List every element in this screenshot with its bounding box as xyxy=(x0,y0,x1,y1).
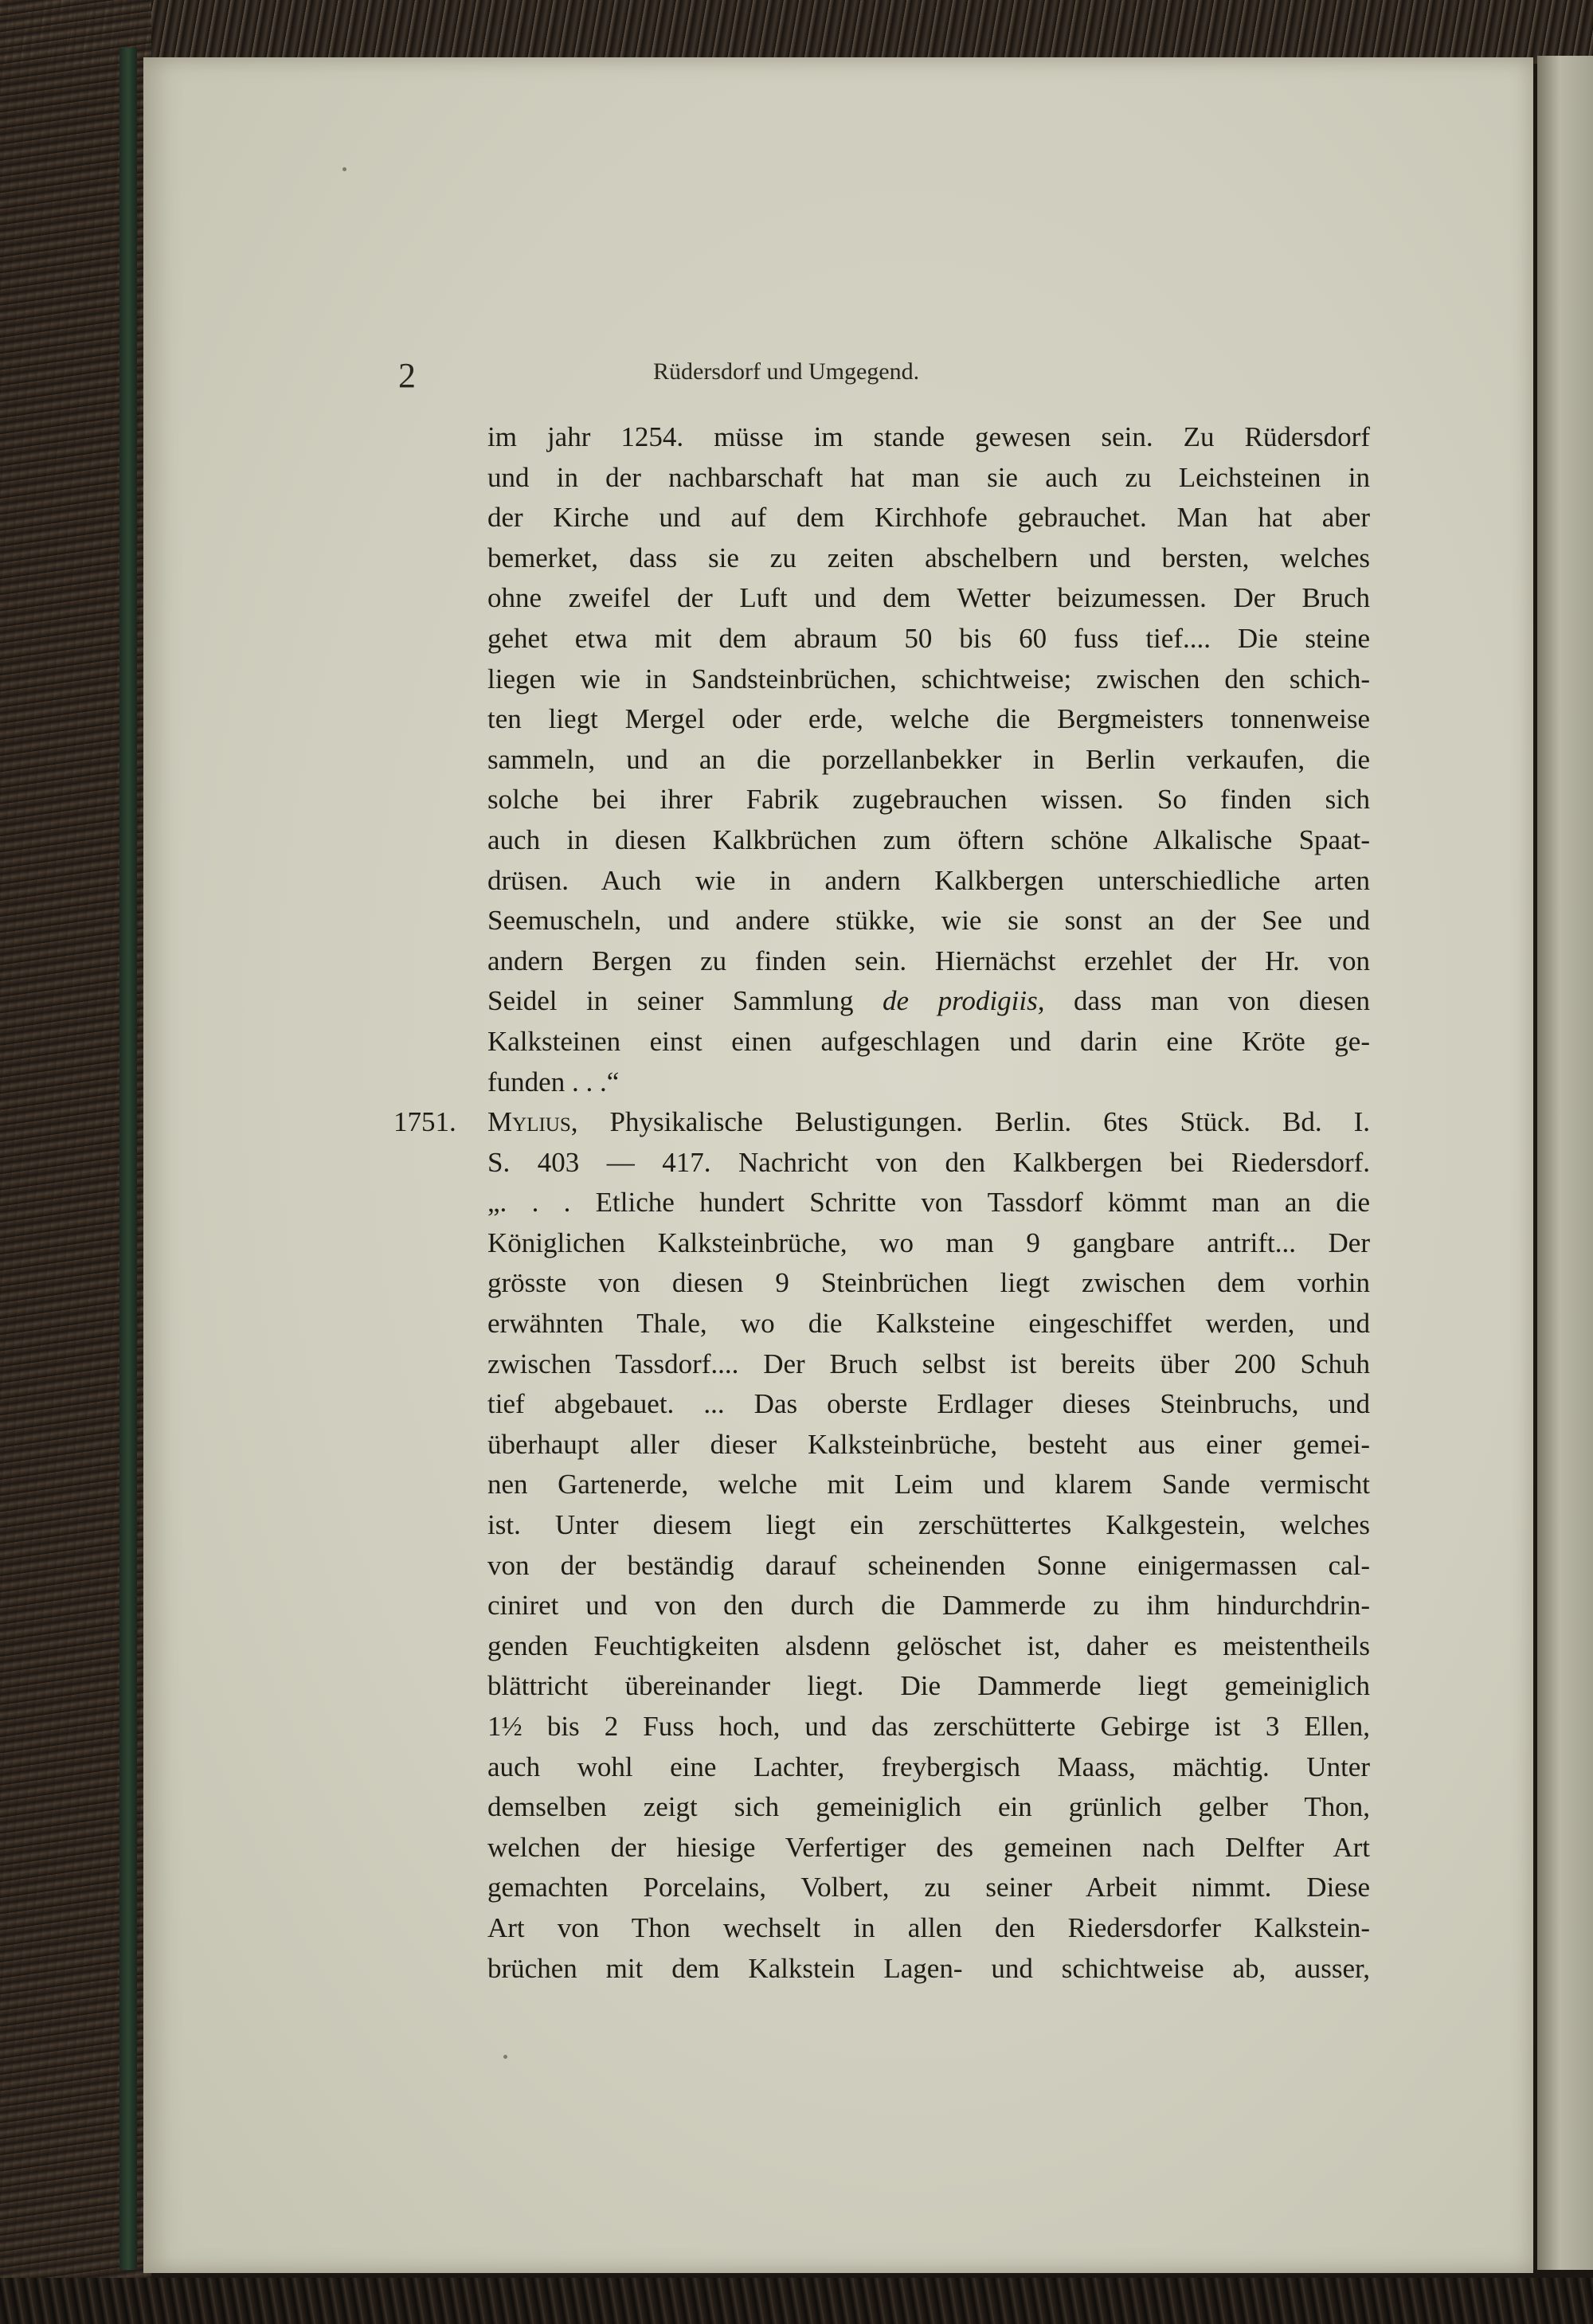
entry-year: 1751. xyxy=(393,1106,456,1138)
text-line: welchen der hiesige Verfertiger des gemeinen nach Delfter Art xyxy=(487,1831,1370,1863)
text-line: ten liegt Mergel oder erde, welche die Bergmeisters tonnenweise xyxy=(487,703,1370,735)
text-line: und in der nachbarschaft hat man sie auch zu Leichsteinen in xyxy=(487,461,1370,493)
text-line: 1½ bis 2 Fuss hoch, und das zerschütterte Gebirge ist 3 Ellen, xyxy=(487,1711,1370,1742)
cover-bottom xyxy=(0,2278,1593,2324)
text-line: blättricht übereinander liegt. Die Dammerde liegt gemeiniglich xyxy=(487,1670,1370,1702)
text-line: brüchen mit dem Kalkstein Lagen- und schichtweise ab, ausser, xyxy=(487,1952,1370,1984)
text-line: nen Gartenerde, welche mit Leim und klarem Sande vermischt xyxy=(487,1469,1370,1500)
text-line: „. . . Etliche hundert Schritte von Tassdorf kömmt man an die xyxy=(487,1187,1370,1219)
text-line: überhaupt aller dieser Kalksteinbrüche, besteht aus einer gemei- xyxy=(487,1428,1370,1460)
text-line: gemachten Porcelains, Volbert, zu seiner Arbeit nimmt. Diese xyxy=(487,1872,1370,1903)
text-line: von der beständig darauf scheinenden Sonne einigermassen cal- xyxy=(487,1549,1370,1581)
text-run: dass man von diesen xyxy=(1044,985,1371,1017)
text-line: andern Bergen zu finden sein. Hiernächst erzehlet der Hr. von xyxy=(487,945,1370,976)
text-line: sammeln, und an die porzellanbekker in Berlin verkaufen, die xyxy=(487,743,1370,775)
marbled-cover-top xyxy=(0,0,1593,64)
paper-speck xyxy=(503,2055,507,2059)
entry-author: Mylius, xyxy=(487,1106,578,1138)
text-line: im jahr 1254. müsse im stande gewesen sein. Zu Rüdersdorf xyxy=(487,421,1370,452)
text-line: der Kirche und auf dem Kirchhofe gebrauchet. Man hat aber xyxy=(487,502,1370,534)
text-line: S. 403 — 417. Nachricht von den Kalkbergen bei Riedersdorf. xyxy=(487,1146,1370,1178)
text-line: liegen wie in Sandsteinbrüchen, schichtweise; zwischen den schich- xyxy=(487,663,1370,694)
text-line: Kalksteinen einst einen aufgeschlagen und darin eine Kröte ge- xyxy=(487,1025,1370,1057)
text-line: ist. Unter diesem liegt ein zerschüttertes Kalkgestein, welches xyxy=(487,1509,1370,1541)
text-line: gehet etwa mit dem abraum 50 bis 60 fuss tief.... Die steine xyxy=(487,622,1370,654)
text-line: genden Feuchtigkeiten alsdenn gelöschet ist, daher es meistentheils xyxy=(487,1630,1370,1661)
text-line: funden . . .“ xyxy=(487,1066,620,1097)
text-line: erwähnten Thale, wo die Kalksteine eingeschiffet werden, und xyxy=(487,1308,1370,1340)
text-line: zwischen Tassdorf.... Der Bruch selbst ist bereits über 200 Schuh xyxy=(487,1348,1370,1379)
italic-title: de prodigiis, xyxy=(883,985,1045,1017)
text-line: auch in diesen Kalkbrüchen zum öftern schöne Alkalische Spaat- xyxy=(487,824,1370,855)
text-line: ciniret und von den durch die Dammerde zu ihm hindurchdrin- xyxy=(487,1590,1370,1622)
running-title: Rüdersdorf und Umgegend. xyxy=(653,358,920,385)
text-line: grösste von diesen 9 Steinbrüchen liegt zwischen dem vorhin xyxy=(487,1267,1370,1299)
text-line: drüsen. Auch wie in andern Kalkbergen unterschiedliche arten xyxy=(487,864,1370,896)
text-run: Seidel in seiner Sammlung xyxy=(487,985,883,1017)
text-line: demselben zeigt sich gemeiniglich ein grünlich gelber Thon, xyxy=(487,1791,1370,1823)
paper-speck xyxy=(342,167,346,171)
body-text xyxy=(393,417,1371,1989)
text-line: auch wohl eine Lachter, freybergisch Maass, mächtig. Unter xyxy=(487,1751,1370,1782)
text-line: ohne zweifel der Luft und dem Wetter beizumessen. Der Bruch xyxy=(487,582,1370,614)
text-line: Art von Thon wechselt in allen den Riedersdorfer Kalkstein- xyxy=(487,1911,1370,1943)
text-line: Seemuscheln, und andere stükke, wie sie sonst an der See und xyxy=(487,905,1370,937)
text-line: tief abgebauet. ... Das oberste Erdlager dieses Steinbruchs, und xyxy=(487,1388,1370,1420)
text-line-with-italic xyxy=(487,981,1370,1022)
page-number: 2 xyxy=(398,356,416,395)
text-line: solche bei ihrer Fabrik zugebrauchen wissen. So finden sich xyxy=(487,784,1370,816)
running-head xyxy=(0,352,1593,400)
text-line: bemerket, dass sie zu zeiten abschelbern und bersten, welches xyxy=(487,542,1370,573)
text-line: Königlichen Kalksteinbrüche, wo man 9 gangbare antrift... Der xyxy=(487,1227,1370,1258)
entry-title: Physikalische Belustigungen. Berlin. 6tes Stück. Bd. I. xyxy=(577,1106,1370,1138)
entry-first-line xyxy=(393,1102,1370,1143)
